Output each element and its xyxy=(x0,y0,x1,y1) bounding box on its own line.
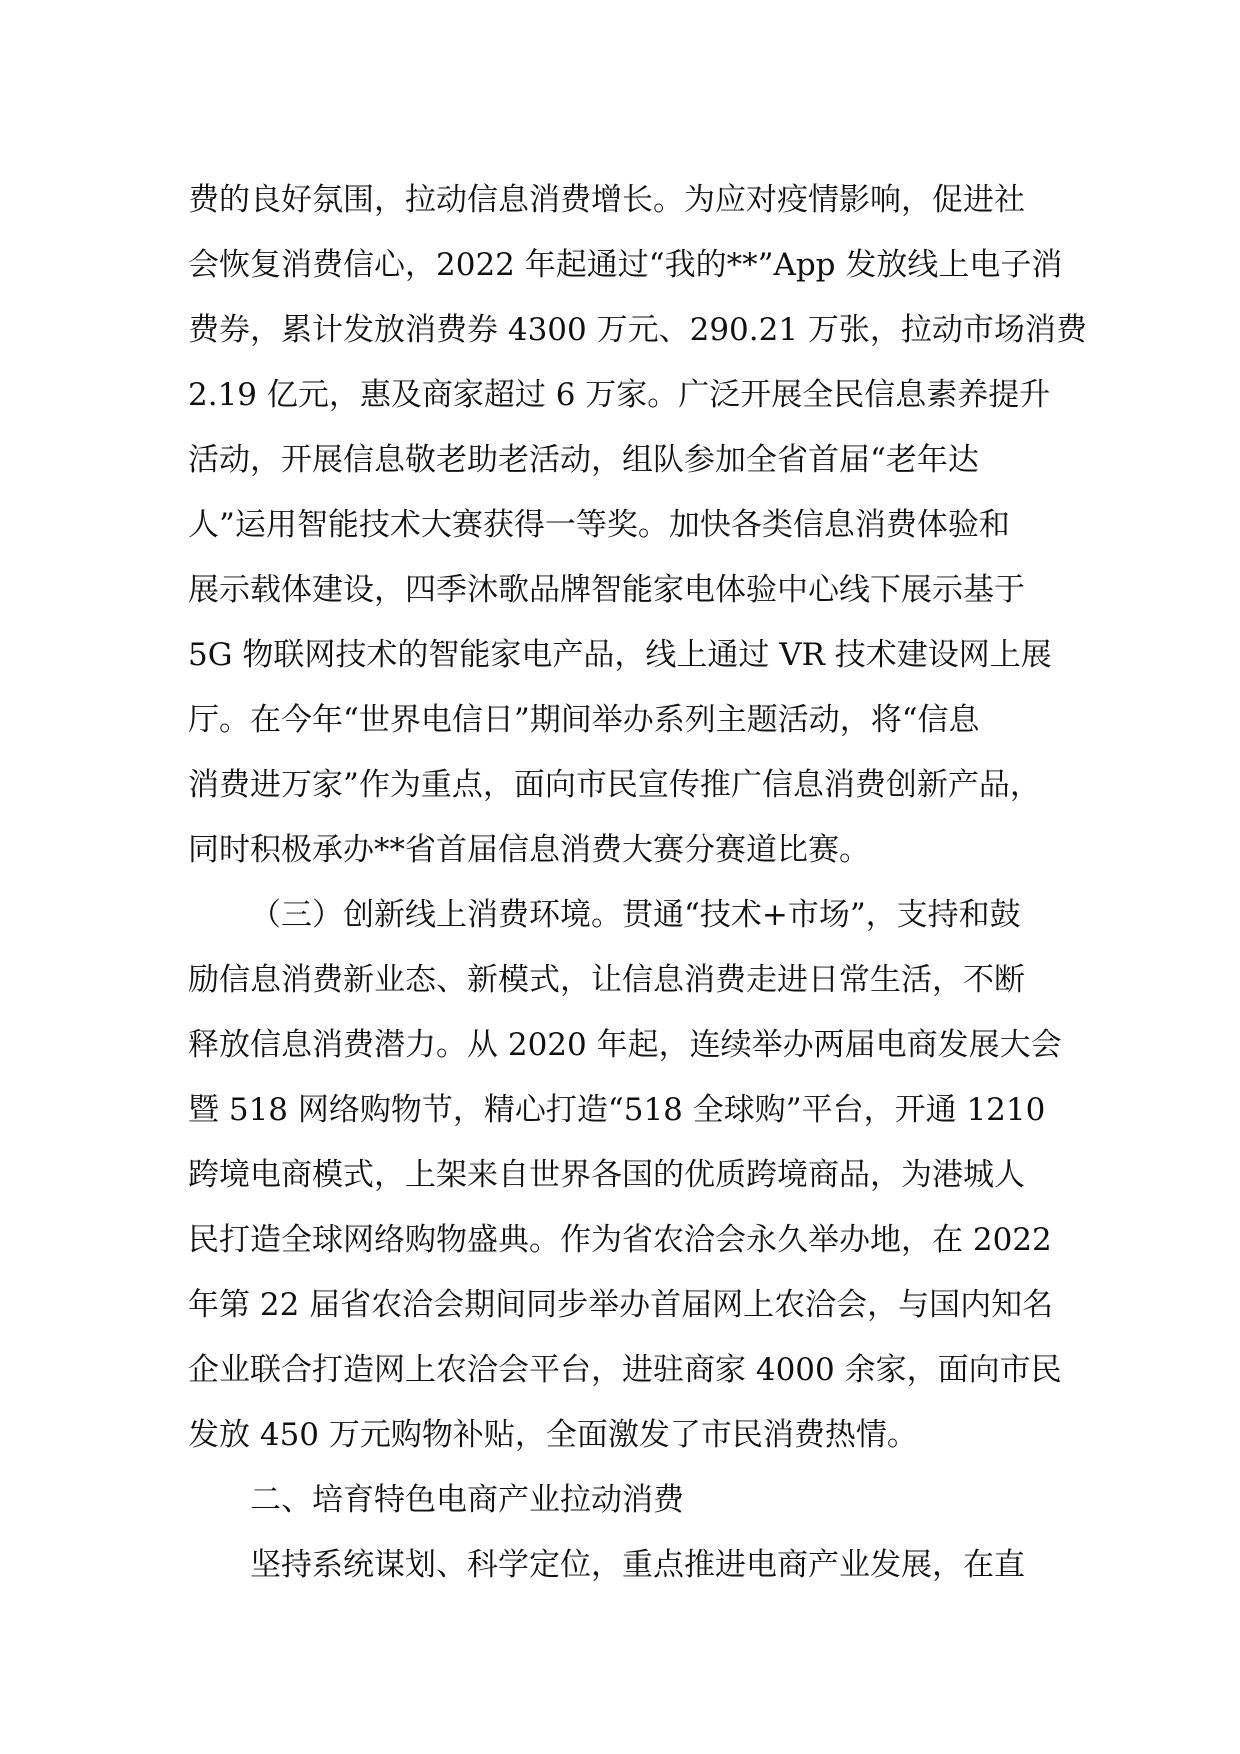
section-heading-line: （三）创新线上消费环境。贯通“技术+市场”，支持和鼓 xyxy=(250,897,1021,933)
text-line: 同时积极承办**省首届信息消费大赛分赛道比赛。 xyxy=(188,832,870,868)
text-line: 发放 450 万元购物补贴，全面激发了市民消费热情。 xyxy=(188,1417,918,1453)
text-line: 消费进万家”作为重点，面向市民宣传推广信息消费创新产品， xyxy=(188,767,1041,803)
text-line: 励信息消费新业态、新模式，让信息消费走进日常生活，不断 xyxy=(188,962,1025,998)
text-line: 年第 22 届省农洽会期间同步举办首届网上农洽会，与国内知名 xyxy=(188,1287,1054,1323)
text-line: 暨 518 网络购物节，精心打造“518 全球购”平台，开通 1210 xyxy=(188,1092,1046,1128)
text-line: 人”运用智能技术大赛获得一等奖。加快各类信息消费体验和 xyxy=(188,507,1010,543)
text-line: 费券，累计发放消费券 4300 万元、290.21 万张，拉动市场消费 xyxy=(188,312,1087,348)
text-line: 民打造全球网络购物盛典。作为省农洽会永久举办地，在 2022 xyxy=(188,1222,1052,1258)
text-line: 5G 物联网技术的智能家电产品，线上通过 VR 技术建设网上展 xyxy=(188,637,1052,673)
text-line: 会恢复消费信心，2022 年起通过“我的**”App 发放线上电子消 xyxy=(188,247,1063,283)
body-text xyxy=(188,168,1087,1598)
text-line: 展示载体建设，四季沐歌品牌智能家电体验中心线下展示基于 xyxy=(188,572,1025,608)
section-heading: 二、培育特色电商产业拉动消费 xyxy=(250,1482,684,1518)
paragraph-start-line: 坚持系统谋划、科学定位，重点推进电商产业发展，在直 xyxy=(250,1547,1025,1583)
text-line: 费的良好氛围，拉动信息消费增长。为应对疫情影响，促进社 xyxy=(188,182,1025,218)
text-line: 2.19 亿元，惠及商家超过 6 万家。广泛开展全民信息素养提升 xyxy=(188,377,1051,413)
text-line: 跨境电商模式，上架来自世界各国的优质跨境商品，为港城人 xyxy=(188,1157,1025,1193)
text-line: 活动，开展信息敬老助老活动，组队参加全省首届“老年达 xyxy=(188,442,979,478)
text-line: 厅。在今年“世界电信日”期间举办系列主题活动，将“信息 xyxy=(188,702,980,738)
text-line: 释放信息消费潜力。从 2020 年起，连续举办两届电商发展大会 xyxy=(188,1027,1062,1063)
text-line: 企业联合打造网上农洽会平台，进驻商家 4000 余家，面向市民 xyxy=(188,1352,1062,1388)
